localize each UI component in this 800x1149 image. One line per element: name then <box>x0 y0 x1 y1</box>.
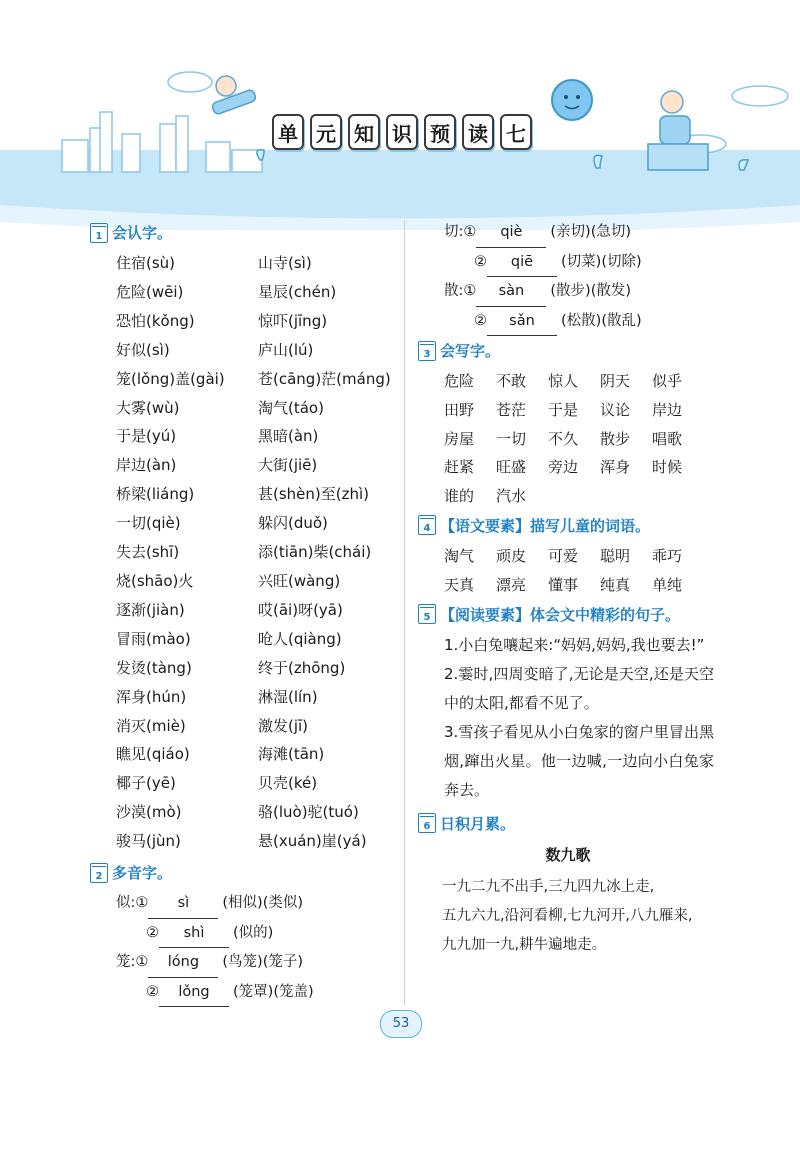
writing-word: 旁边 <box>548 458 579 477</box>
writing-word: 岸边 <box>652 400 683 419</box>
literacy-word: 兴旺(wàng) <box>258 571 341 590</box>
kid-with-pencil-icon <box>211 76 256 115</box>
polyphone-prefix: 似:① <box>116 895 149 912</box>
writing-word: 时候 <box>652 458 683 477</box>
literacy-word: 一切(qiè) <box>116 514 181 533</box>
section-label: 会写字。 <box>440 342 501 360</box>
sentence-item: 1.小白兔嚷起来:“妈妈,妈妈,我也要去!” <box>444 635 705 654</box>
section-polyphone-heading <box>90 862 400 883</box>
polyphone-row <box>90 948 400 978</box>
section-label: 多音字。 <box>112 864 173 883</box>
pinyin-answer-blank: lóng <box>148 948 218 978</box>
section-literacy-heading <box>90 222 400 243</box>
writing-word: 旺盛 <box>496 458 527 477</box>
literacy-word: 浑身(hún) <box>116 687 187 706</box>
polyphone-row <box>418 248 718 278</box>
literacy-word: 庐山(lú) <box>258 340 314 359</box>
calendar-number-icon: 4 <box>418 515 436 535</box>
writing-word: 危险 <box>444 372 475 390</box>
child-word: 聪明 <box>600 546 631 565</box>
writing-word: 似乎 <box>652 372 683 390</box>
literacy-word: 终于(zhōng) <box>258 658 346 677</box>
writing-word: 唱歌 <box>652 429 683 448</box>
sentence-item: 2.霎时,四周变暗了,无论是天空,还是天空中的太阳,都看不见了。 <box>444 664 714 712</box>
polyphone-prefix: 切:① <box>444 224 477 240</box>
polyphone-row <box>90 889 400 919</box>
calendar-number-icon: 5 <box>418 604 436 624</box>
literacy-word: 激发(jī) <box>258 716 309 735</box>
polyphone-row <box>418 277 718 307</box>
literacy-word-list <box>116 249 400 856</box>
child-word-list <box>444 542 718 600</box>
literacy-word: 好似(sì) <box>116 340 170 359</box>
calendar-number-icon: 6 <box>418 813 436 833</box>
polyphone-prefix: 散:① <box>444 283 477 299</box>
literacy-word: 消灭(miè) <box>116 716 186 735</box>
writing-word: 田野 <box>444 400 475 419</box>
polyphone-prefix: ② <box>146 924 159 941</box>
polyphone-row <box>90 978 400 1008</box>
literacy-word: 呛人(qiàng) <box>258 629 342 648</box>
writing-word: 不敢 <box>496 372 527 390</box>
writing-word: 谁的 <box>444 487 475 506</box>
literacy-word: 哎(āi)呀(yā) <box>258 600 343 619</box>
polyphone-words: (鸟笼)(笼子) <box>222 954 304 971</box>
literacy-word: 惊吓(jīng) <box>258 311 328 330</box>
title-char: 元 <box>310 114 342 150</box>
section-writing-heading <box>418 340 718 361</box>
literacy-word: 于是(yú) <box>116 427 177 446</box>
polyphone-words: (切菜)(切除) <box>561 253 642 270</box>
child-word: 可爱 <box>548 546 579 565</box>
pinyin-answer-blank: sàn <box>476 277 546 307</box>
writing-word: 惊人 <box>548 372 579 390</box>
literacy-word: 烧(shāo)火 <box>116 571 194 590</box>
writing-word: 阴天 <box>600 372 631 390</box>
literacy-word: 淘气(táo) <box>258 398 324 417</box>
left-column <box>90 218 400 1007</box>
section-label: 日积月累。 <box>440 814 516 833</box>
polyphone-row <box>418 307 718 337</box>
literacy-word: 桥梁(liáng) <box>116 485 195 504</box>
section-label: 体会文中精彩的句子。 <box>530 605 681 624</box>
pinyin-answer-blank: qiè <box>476 218 546 248</box>
child-word: 懂事 <box>548 575 579 594</box>
literacy-word: 危险(wēi) <box>116 282 184 301</box>
page-number: 53 <box>380 1010 422 1038</box>
polyphone-prefix: ② <box>474 253 487 270</box>
child-word: 单纯 <box>652 575 683 594</box>
title-char: 单 <box>272 114 304 150</box>
literacy-word: 甚(shèn)至(zhì) <box>258 485 370 504</box>
writing-word-list <box>444 367 718 511</box>
section-accumulation-heading <box>418 813 718 834</box>
writing-word: 赶紧 <box>444 458 475 477</box>
section-tag: 【语文要素】 <box>440 516 531 535</box>
polyphone-words: (亲切)(急切) <box>550 224 632 240</box>
literacy-word: 悬(xuán)崖(yá) <box>258 832 367 851</box>
literacy-word: 冒雨(mào) <box>116 629 191 648</box>
literacy-word: 星辰(chén) <box>258 282 337 301</box>
poem-body <box>418 873 718 960</box>
calendar-number-icon: 2 <box>90 863 108 883</box>
literacy-word: 贝壳(ké) <box>258 774 318 793</box>
poem-line: 九九加一九,耕牛遍地走。 <box>442 936 607 953</box>
literacy-word: 大街(jiē) <box>258 456 318 475</box>
writing-word: 房屋 <box>444 429 475 448</box>
literacy-word: 骏马(jùn) <box>116 832 181 851</box>
writing-word: 散步 <box>600 429 631 448</box>
writing-word: 不久 <box>548 429 579 448</box>
literacy-word: 骆(luò)驼(tuó) <box>258 803 359 822</box>
child-word: 淘气 <box>444 546 475 565</box>
child-word: 纯真 <box>600 575 631 594</box>
pinyin-answer-blank: sì <box>148 889 218 919</box>
literacy-word: 躲闪(duǒ) <box>258 514 328 533</box>
kid-reading-icon <box>648 91 708 170</box>
calendar-number-icon: 3 <box>418 341 436 361</box>
literacy-word: 添(tiān)柴(chái) <box>258 543 372 562</box>
literacy-word: 瞧见(qiáo) <box>116 745 190 764</box>
poem-line: 一九二九不出手,三九四九冰上走, <box>442 878 655 895</box>
city-skyline-icon <box>62 112 262 172</box>
title-char: 知 <box>348 114 380 150</box>
sentence-item: 3.雪孩子看见从小白兔家的窗户里冒出黑烟,蹿出火星。他一边喊,一边向小白兔家奔去。 <box>444 722 714 799</box>
literacy-word: 住宿(sù) <box>116 254 176 272</box>
literacy-word: 黑暗(àn) <box>258 427 319 446</box>
calendar-number-icon: 1 <box>90 223 108 243</box>
literacy-word: 笼(lǒng)盖(gài) <box>116 369 225 388</box>
polyphone-list-right <box>418 218 718 336</box>
writing-word: 苍茫 <box>496 400 527 419</box>
polyphone-row <box>418 218 718 248</box>
sun-icon <box>552 80 592 120</box>
pinyin-answer-blank: shì <box>159 919 229 949</box>
polyphone-list-left <box>90 889 400 1007</box>
title-char: 七 <box>500 114 532 150</box>
poem-title: 数九歌 <box>545 845 591 864</box>
literacy-word: 失去(shī) <box>116 543 180 562</box>
title-char: 读 <box>462 114 494 150</box>
literacy-word: 大雾(wù) <box>116 398 180 417</box>
title-char: 识 <box>386 114 418 150</box>
literacy-word: 沙漠(mò) <box>116 803 182 822</box>
child-word: 漂亮 <box>496 575 527 594</box>
section-label: 会认字。 <box>112 224 173 242</box>
section-tag: 【阅读要素】 <box>440 605 531 624</box>
title-char: 预 <box>424 114 456 150</box>
literacy-word: 淋湿(lín) <box>258 687 318 706</box>
writing-word: 于是 <box>548 400 579 419</box>
pinyin-answer-blank: sǎn <box>487 307 557 337</box>
polyphone-prefix: ② <box>474 312 487 329</box>
child-word: 乖巧 <box>652 546 683 565</box>
literacy-word: 逐渐(jiàn) <box>116 600 185 619</box>
unit-title <box>272 114 532 152</box>
right-column <box>418 218 718 960</box>
pinyin-answer-blank: qiē <box>487 248 557 278</box>
writing-word: 浑身 <box>600 458 631 477</box>
writing-word: 汽水 <box>496 487 527 506</box>
polyphone-words: (相似)(类似) <box>222 895 304 912</box>
pinyin-answer-blank: lǒng <box>159 978 229 1008</box>
literacy-word: 海滩(tān) <box>258 745 325 764</box>
poem-line: 五九六九,沿河看柳,七九河开,八九雁来, <box>442 907 693 924</box>
literacy-word: 恐怕(kǒng) <box>116 311 195 330</box>
literacy-word: 发烫(tàng) <box>116 658 192 677</box>
section-child-words-heading <box>418 515 718 536</box>
literacy-word: 椰子(yē) <box>116 774 176 793</box>
polyphone-words: (散步)(散发) <box>550 283 632 299</box>
child-word: 顽皮 <box>496 546 527 565</box>
writing-word: 议论 <box>600 400 631 419</box>
polyphone-words: (笼罩)(笼盖) <box>233 983 314 1000</box>
polyphone-words: (似的) <box>233 924 274 941</box>
polyphone-prefix: 笼:① <box>116 954 149 971</box>
polyphone-words: (松散)(散乱) <box>561 312 642 329</box>
literacy-word: 山寺(sì) <box>258 254 312 272</box>
section-label: 描写儿童的词语。 <box>530 516 651 535</box>
polyphone-prefix: ② <box>146 983 159 1000</box>
sentence-list <box>418 631 718 805</box>
writing-word: 一切 <box>496 429 527 448</box>
polyphone-row <box>90 919 400 949</box>
child-word: 天真 <box>444 575 475 594</box>
literacy-word: 苍(cāng)茫(máng) <box>258 369 391 388</box>
section-sentences-heading <box>418 604 718 625</box>
literacy-word: 岸边(àn) <box>116 456 177 475</box>
